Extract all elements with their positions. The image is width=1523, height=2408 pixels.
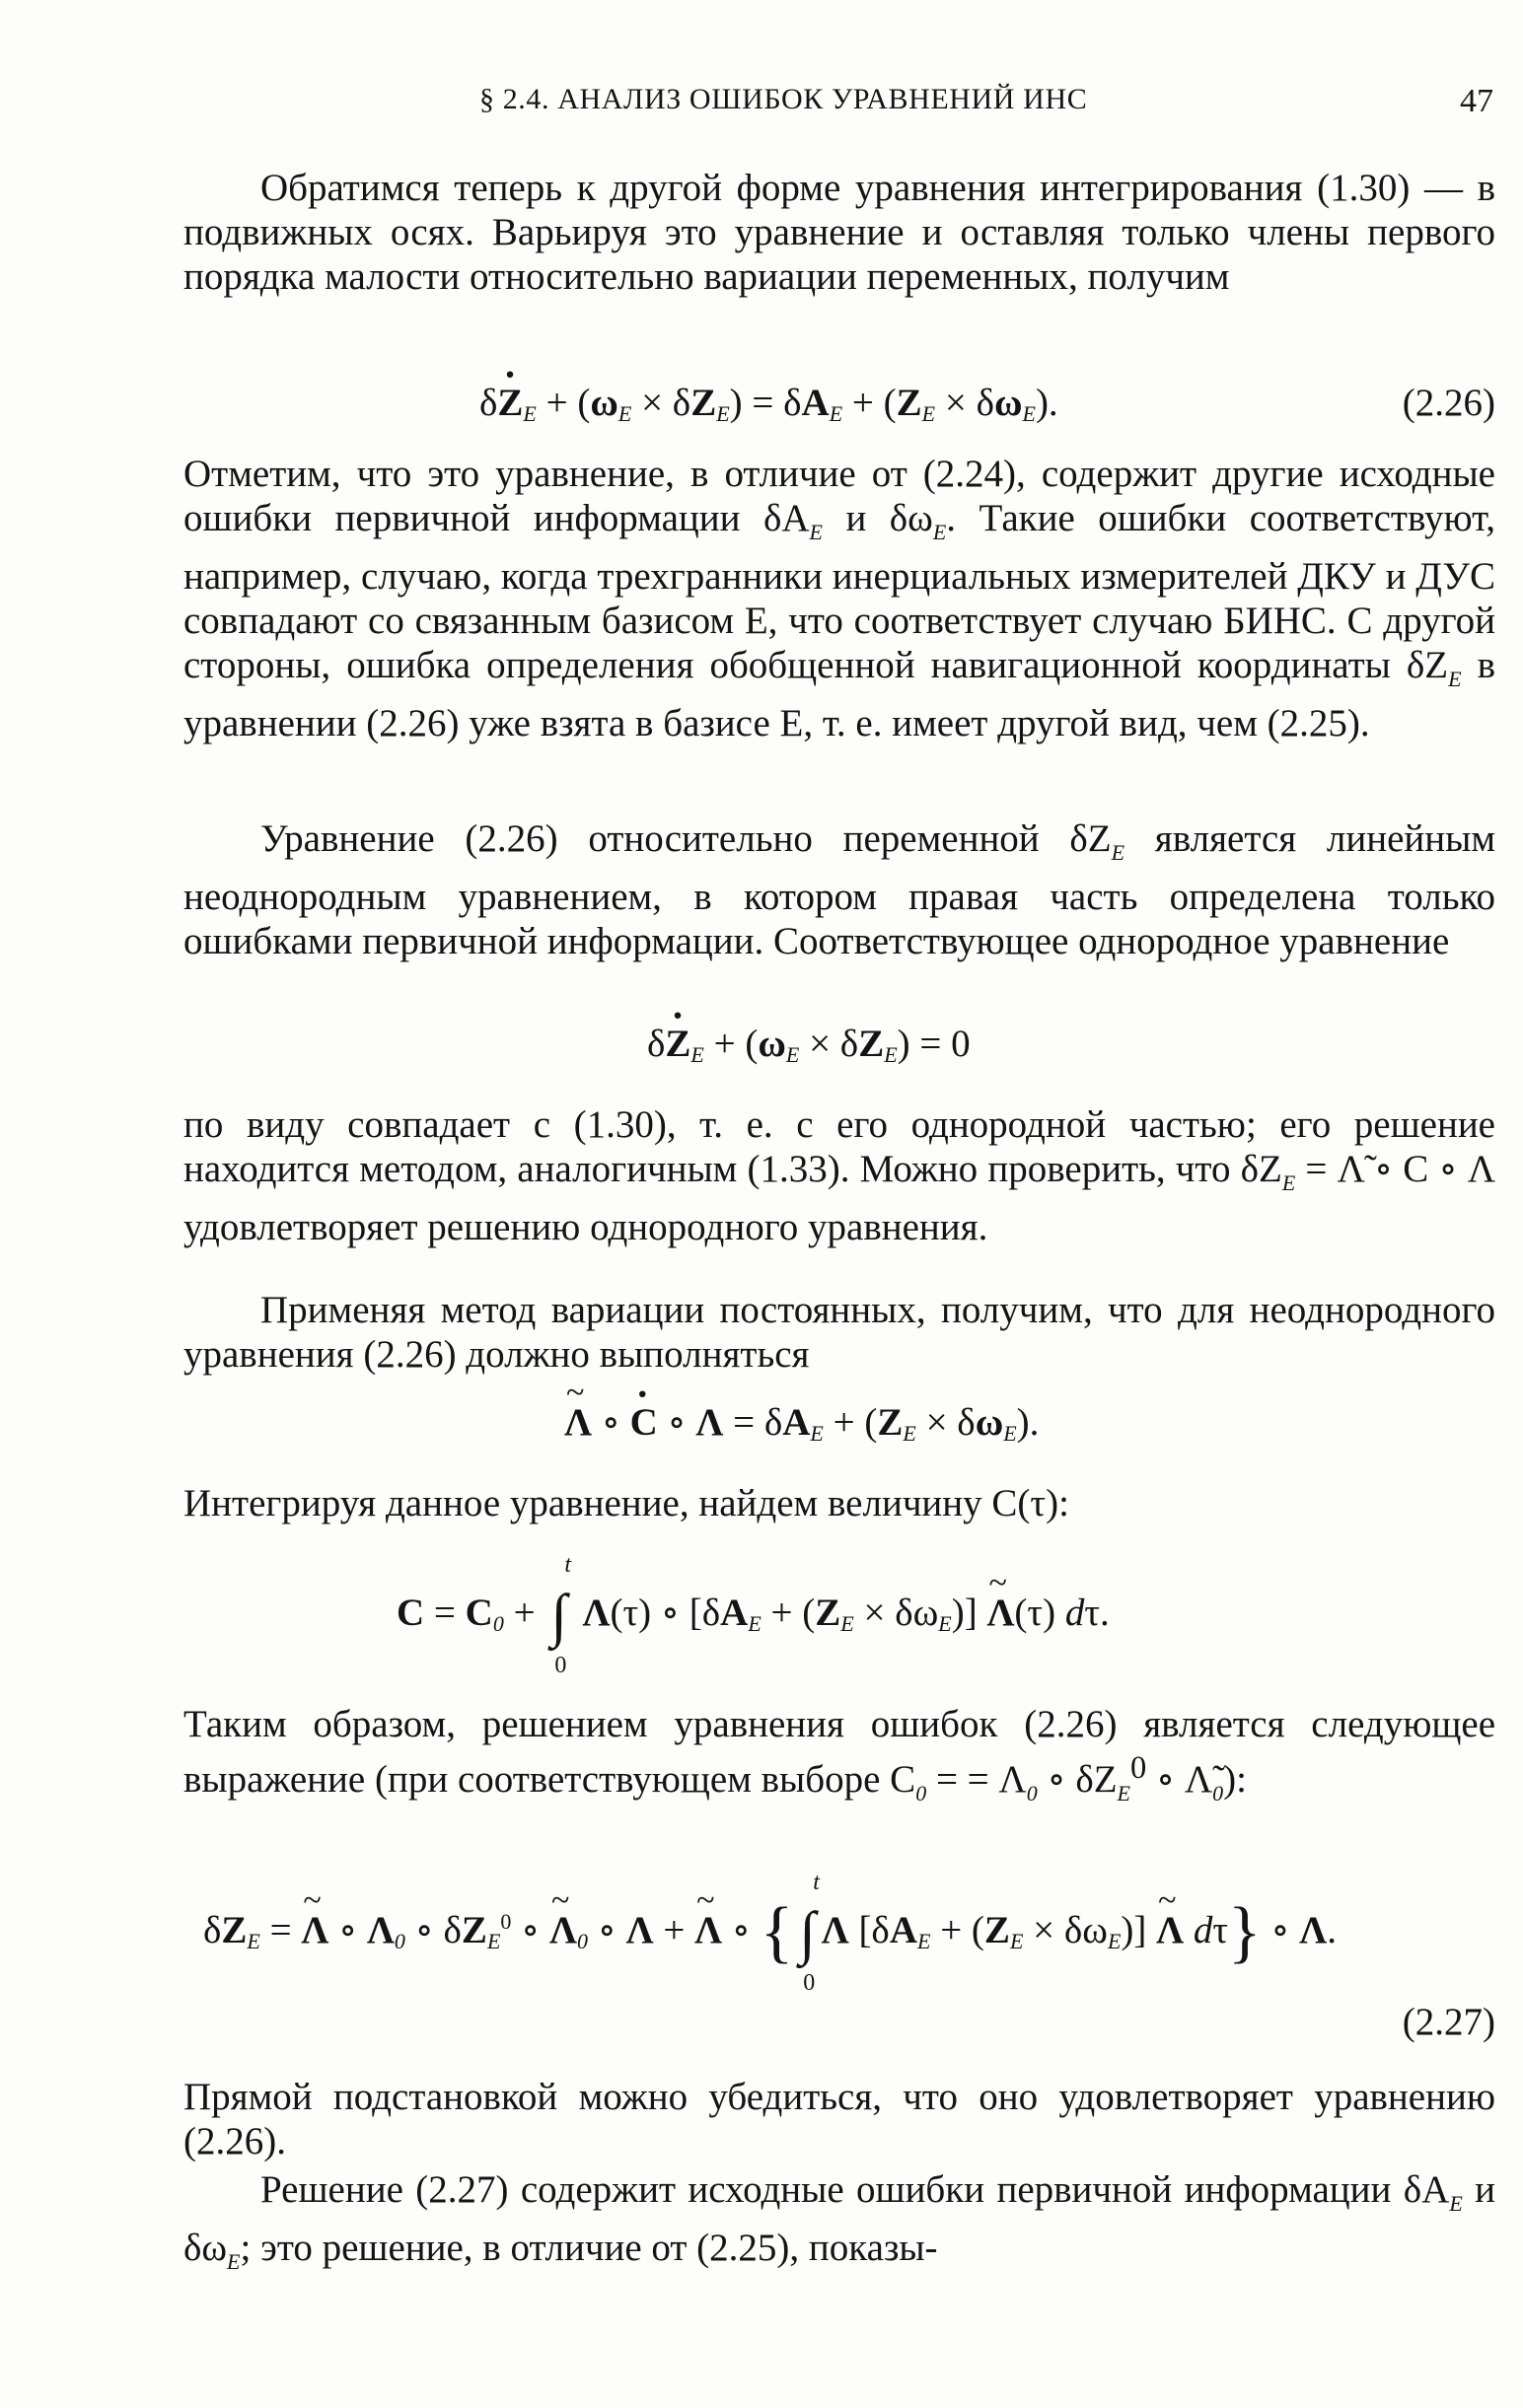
equation-variation: ~ Λ ∘ · C ∘ $\Lambda = \delta A_E + (Z_E \times \delta\omega_E)$. (183, 1400, 1495, 1459)
equation-2-27-number-row (183, 2000, 1495, 2059)
paragraph-6: Интегрируя данное уравнение, найдем величину C(τ): (183, 1482, 1069, 1524)
paragraph-1: Обратимся теперь к другой форме уравнения интегрирования (1.30) — в подвижных осях. Варьируя это уравнение и оставляя только члены первого порядка малости относительно вариации переменных, получим (183, 167, 1495, 298)
equation-2-26-body: $\delta\cdot Z_E + (\omega_E \times \delta Z_E) = \delta A_E + (Z_E \times \delta\omega_E)$. (479, 381, 1058, 427)
paragraph-7: Таким образом, решением уравнения ошибок (2.26) является следующее выражение (при соответствующем выборе $C_0$ = = $\Lambda_0$ ∘ $\delta Z_E^0$ ∘ $\Lambdã_0$): (183, 1703, 1495, 1806)
paragraph-2: Отметим, что это уравнение, в отличие от (2.24), содержит другие исходные ошибки первичной информации $\delta A_E$ и $\delta\omega_E$. Такие ошибки соответствуют, например, случаю, когда трехгранники инерциальных измерителей ДКУ и ДУС совпадают со связанным базисом E, что соответствует случаю БИНС. С другой стороны, ошибка определения обобщенной навигационной координаты $\delta Z_E$ в уравнении (2.26) уже взята в базисе E, т. е. имеет другой вид, чем (2.25). (183, 453, 1496, 744)
equation-2-26-number: (2.26) (1402, 382, 1495, 424)
paragraph-3: Уравнение (2.26) относительно переменной $\delta Z_E$ является линейным неоднородным уравнением, в котором правая часть определена только ошибками первичной информации. Соответствующее однородное уравнение (183, 817, 1495, 962)
equation-2-26 (183, 381, 1495, 440)
section-title: § 2.4. АНАЛИЗ ОШИБОК УРАВНЕНИЙ ИНС (479, 83, 1088, 115)
paragraph-9: Решение (2.27) содержит исходные ошибки первичной информации $\delta A_E$ и $\delta\omega_E$; это решение, в отличие от (2.25), показы- (183, 2168, 1495, 2274)
book-page (183, 0, 1495, 2408)
paragraph-8: Прямой подстановкой можно убедиться, что оно удовлетворяет уравнению (2.26). (183, 2076, 1495, 2162)
paragraph-5: Применяя метод вариации постоянных, получим, что для неоднородного уравнения (2.26) должно выполняться (183, 1289, 1495, 1376)
equation-integral-c: $C = C_0$ + ∫ t 0 Λ(τ) ∘ $[\delta A_E + (Z_E \times \delta\omega_E)]$ ~ Λ(τ) dτ. (183, 1582, 1495, 1670)
equation-2-27-number: (2.27) (1402, 2001, 1495, 2043)
equation-2-27: $\delta Z_E$ = ~ Λ ∘ $\Lambda_0$ ∘ $\delta Z_E^0$ ∘ ~ $\Lambda_0$ ∘ Λ + ~ Λ ∘ { ∫ t 0 Λ $[\delta A_E + (Z_E \times \delta\omega_E)]$ ~ Λ dτ} ∘ Λ. (183, 1893, 1495, 1992)
page-number: 47 (1460, 83, 1493, 119)
paragraph-4: по виду совпадает с (1.30), т. е. с его однородной частью; его решение находится методом, аналогичным (1.33). Можно проверить, что $\delta Z_E$ = Λ̃ ∘ C ∘ Λ удовлетворяет решению однородного уравнения. (183, 1103, 1496, 1248)
equation-homogeneous: $\delta\cdot Z_E + (\omega_E \times \delta Z_E) = 0$ (183, 1022, 1495, 1081)
running-head (183, 83, 1495, 132)
